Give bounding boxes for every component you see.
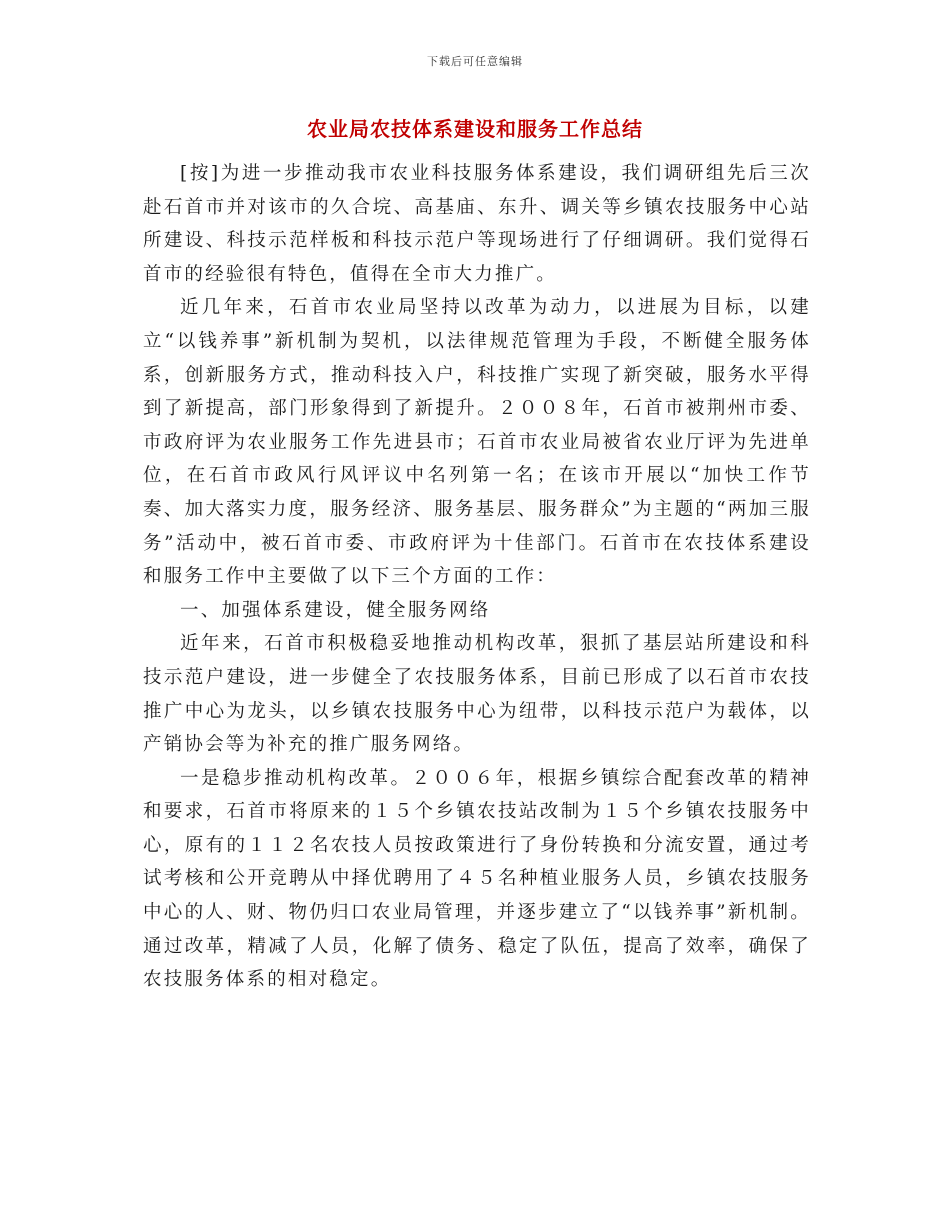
paragraph-overview: 近几年来，石首市农业局坚持以改革为动力，以进展为目标，以建立“以钱养事”新机制为契机，以法律规范管理为手段，不断健全服务体系，创新服务方式，推动科技入户，科技推广实现了新突破，服务水平得到了新提高，部门形象得到了新提升。２００８年，石首市被荆州市委、市政府评为农业服务工作先进县市；石首市农业局被省农业厅评为先进单位，在石首市政风行风评议中名列第一名；在该市开展以“加快工作节奏、加大落实力度，服务经济、服务基层、服务群众”为主题的“两加三服务”活动中，被石首市委、市政府评为十佳部门。石首市在农技体系建设和服务工作中主要做了以下三个方面的工作： [143,297,811,588]
section-heading-1: 一、加强体系建设，健全服务网络 [180,599,491,621]
paragraph-preface: [按]为进一步推动我市农业科技服务体系建设，我们调研组先后三次赴石首市并对该市的久合垸、高基庙、东升、调关等乡镇农技服务中心站所建设、科技示范样板和科技示范户等现场进行了仔细调研。我们觉得石首市的经验很有特色，值得在全市大力推广。 [143,163,811,285]
document-body [143,157,811,997]
header-note: 下载后可任意编辑 [427,55,523,68]
paragraph-institutional-reform: 一是稳步推动机构改革。２００６年，根据乡镇综合配套改革的精神和要求，石首市将原来的１５个乡镇农技站改制为１５个乡镇农技服务中心，原有的１１２名农技人员按政策进行了身份转换和分流安置，通过考试考核和公开竞聘从中择优聘用了４５名种植业服务人员，乡镇农技服务中心的人、财、物仍归口农业局管理，并逐步建立了“以钱养事”新机制。通过改革，精减了人员，化解了债务、稳定了队伍，提高了效率，确保了农技服务体系的相对稳定。 [143,767,811,991]
document-title: 农业局农技体系建设和服务工作总结 [307,117,643,141]
paragraph-section-1-intro: 近年来，石首市积极稳妥地推动机构改革，狠抓了基层站所建设和科技示范户建设，进一步健全了农技服务体系，目前已形成了以石首市农技推广中心为龙头，以乡镇农技服务中心为纽带，以科技示范户为载体，以产销协会等为补充的推广服务网络。 [143,633,811,756]
